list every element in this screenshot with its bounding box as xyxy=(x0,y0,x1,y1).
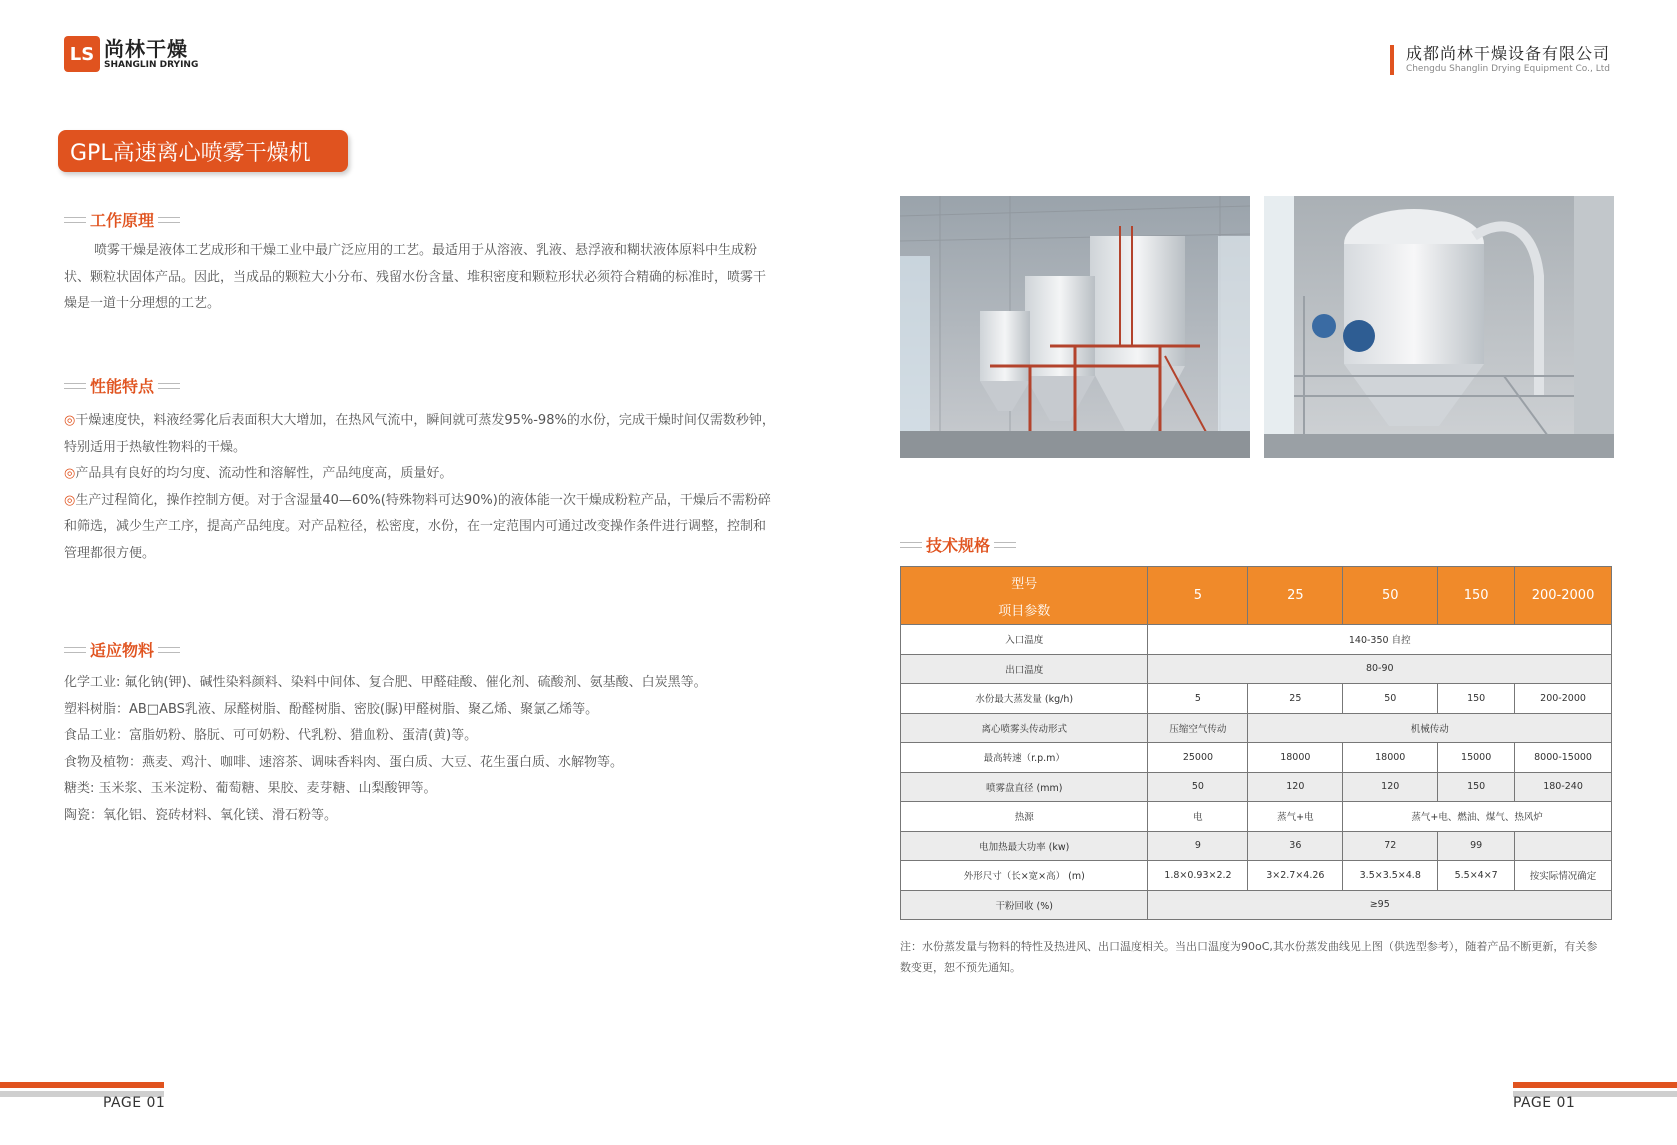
table-footnote: 注：水份蒸发量与物料的特性及热进风、出口温度相关。当出口温度为90oC,其水份蒸发曲线见上图（供选型参考），随着产品不断更新，有关参数变更，恕不预先通知。 xyxy=(900,940,1598,974)
table-header-cell: 200-2000 xyxy=(1515,567,1612,625)
bullet-icon: ◎ xyxy=(64,413,76,428)
table-cell: 140-350 自控 xyxy=(1148,625,1612,655)
table-cell: 120 xyxy=(1248,772,1343,802)
table-cell: 按实际情况确定 xyxy=(1515,861,1612,891)
table-cell: 15000 xyxy=(1438,743,1515,773)
table-cell: 3×2.7×4.26 xyxy=(1248,861,1343,891)
table-cell: 120 xyxy=(1343,772,1438,802)
table-cell: 9 xyxy=(1148,831,1248,861)
table-cell: 36 xyxy=(1248,831,1343,861)
logo-mark-icon: LS xyxy=(64,36,100,72)
table-cell: 25000 xyxy=(1148,743,1248,773)
table-header-row xyxy=(901,567,1612,625)
table-row-label: 电加热最大功率 (kw) xyxy=(901,831,1148,861)
bullet-icon: ◎ xyxy=(64,466,76,481)
table-cell: 18000 xyxy=(1343,743,1438,773)
footer-accent-bar-left xyxy=(0,1082,164,1088)
table-row-label: 水份最大蒸发量 (kg/h) xyxy=(901,684,1148,714)
table-cell: 电 xyxy=(1148,802,1248,832)
table-row-label: 入口温度 xyxy=(901,625,1148,655)
company-name xyxy=(1390,45,1610,75)
table-cell: 机械传动 xyxy=(1248,713,1612,743)
table-cell: 3.5×3.5×4.8 xyxy=(1343,861,1438,891)
list-item: 食物及植物：燕麦、鸡汁、咖啡、速溶茶、调味香料肉、蛋白质、大豆、花生蛋白质、水解物等。 xyxy=(64,754,624,770)
table-row xyxy=(901,743,1612,773)
table-cell: 8000-15000 xyxy=(1515,743,1612,773)
company-cn: 成都尚林干燥设备有限公司 xyxy=(1405,44,1610,63)
table-cell: 5 xyxy=(1148,684,1248,714)
table-cell: ≥95 xyxy=(1148,890,1612,920)
footer-accent-bar-right xyxy=(1513,1082,1677,1088)
table-row xyxy=(901,802,1612,832)
table-row xyxy=(901,861,1612,891)
table-header-cell: 150 xyxy=(1438,567,1515,625)
bullet-icon: ◎ xyxy=(64,492,76,508)
materials-list xyxy=(64,670,776,829)
table-row-label: 干粉回收 (%) xyxy=(901,890,1148,920)
list-item: ◎生产过程简化，操作控制方便。对于含湿量40—60%(特殊物料可达90%)的液体能一次干燥成粉粒产品，干燥后不需粉碎和筛选，减少生产工序，提高产品纯度。对产品粒径，松密度，水份，在一定范围内可通过改变操作条件进行调整，控制和管理都很方便。 xyxy=(64,492,771,561)
section-heading-materials: 适应物料 xyxy=(64,638,180,661)
table-cell: 50 xyxy=(1148,772,1248,802)
principle-text: 喷雾干燥是液体工艺成形和干燥工业中最广泛应用的工艺。最适用于从溶液、乳液、悬浮液和糊状液体原料中生成粉状、颗粒状固体产品。因此，当成品的颗粒大小分布、残留水份含量、堆积密度和颗粒形状必须符合精确的标准时，喷雾干燥是一道十分理想的工艺。 xyxy=(64,243,767,311)
features-list xyxy=(64,408,776,567)
table-cell: 200-2000 xyxy=(1515,684,1612,714)
table-row xyxy=(901,772,1612,802)
table-row xyxy=(901,890,1612,920)
table-header-cell: 5 xyxy=(1148,567,1248,625)
table-cell: 80-90 xyxy=(1148,654,1612,684)
table-row xyxy=(901,684,1612,714)
table-row-label: 喷雾盘直径 (mm) xyxy=(901,772,1148,802)
table-row xyxy=(901,625,1612,655)
list-item: 塑料树脂：AB□ABS乳液、尿醛树脂、酚醛树脂、密胶(脲)甲醛树脂、聚乙烯、聚氯乙烯等。 xyxy=(64,701,599,717)
table-cell: 压缩空气传动 xyxy=(1148,713,1248,743)
section-heading-features: 性能特点 xyxy=(64,374,180,397)
table-cell: 18000 xyxy=(1248,743,1343,773)
table-cell: 180-240 xyxy=(1515,772,1612,802)
list-item: 食品工业：富脂奶粉、胳朊、可可奶粉、代乳粉、猎血粉、蛋清(黄)等。 xyxy=(64,728,478,743)
table-row-label: 外形尺寸（长×宽×高） (m) xyxy=(901,861,1148,891)
table-cell: 25 xyxy=(1248,684,1343,714)
table-cell: 150 xyxy=(1438,772,1515,802)
table-row xyxy=(901,713,1612,743)
section-heading-principle: 工作原理 xyxy=(64,208,180,231)
table-row-label: 出口温度 xyxy=(901,654,1148,684)
logo-en: SHANGLIN DRYING xyxy=(104,59,199,70)
equipment-photo-left xyxy=(900,196,1250,458)
list-item: 糖类: 玉米浆、玉米淀粉、葡萄糖、果胶、麦芽糖、山梨酸钾等。 xyxy=(64,781,437,796)
company-accent-bar xyxy=(1390,45,1394,75)
page-number-right: PAGE 01 xyxy=(1513,1095,1576,1111)
table-header-corner: 型号 项目参数 xyxy=(901,567,1148,625)
spec-table xyxy=(900,566,1612,920)
table-cell: 50 xyxy=(1343,684,1438,714)
page-number-left: PAGE 01 xyxy=(103,1095,166,1111)
table-cell xyxy=(1515,831,1612,861)
table-cell: 99 xyxy=(1438,831,1515,861)
table-row-label: 最高转速（r.p.m） xyxy=(901,743,1148,773)
equipment-photo-right xyxy=(1264,196,1614,458)
table-cell: 5.5×4×7 xyxy=(1438,861,1515,891)
logo-cn: 尚林干燥 xyxy=(104,36,188,61)
table-row xyxy=(901,831,1612,861)
table-row-label: 热源 xyxy=(901,802,1148,832)
company-en: Chengdu Shanglin Drying Equipment Co., Ltd xyxy=(1405,64,1610,74)
table-cell: 蒸气+电 xyxy=(1248,802,1343,832)
table-row-label: 离心喷雾头传动形式 xyxy=(901,713,1148,743)
section-heading-specs: 技术规格 xyxy=(900,533,1016,556)
list-item: ◎干燥速度快，料液经雾化后表面积大大增加，在热风气流中，瞬间就可蒸发95%-98%的水份，完成干燥时间仅需数秒钟，特别适用于热敏性物料的干燥。 xyxy=(64,413,775,455)
list-item: 化学工业: 氟化钠(钾)、碱性染料颜料、染料中间体、复合肥、甲醛硅酸、催化剂、硫酸剂、氨基酸、白炭黑等。 xyxy=(64,675,707,690)
table-header-cell: 50 xyxy=(1343,567,1438,625)
table-row xyxy=(901,654,1612,684)
brand-logo xyxy=(64,36,198,72)
table-cell: 150 xyxy=(1438,684,1515,714)
table-cell: 蒸气+电、燃油、煤气、热风炉 xyxy=(1343,802,1612,832)
product-title: GPL高速离心喷雾干燥机 xyxy=(58,130,348,172)
table-header-cell: 25 xyxy=(1248,567,1343,625)
table-cell: 1.8×0.93×2.2 xyxy=(1148,861,1248,891)
table-cell: 72 xyxy=(1343,831,1438,861)
list-item: 陶瓷：氧化铝、瓷砖材料、氧化镁、滑石粉等。 xyxy=(64,807,338,823)
list-item: ◎产品具有良好的均匀度、流动性和溶解性，产品纯度高，质量好。 xyxy=(64,466,453,481)
